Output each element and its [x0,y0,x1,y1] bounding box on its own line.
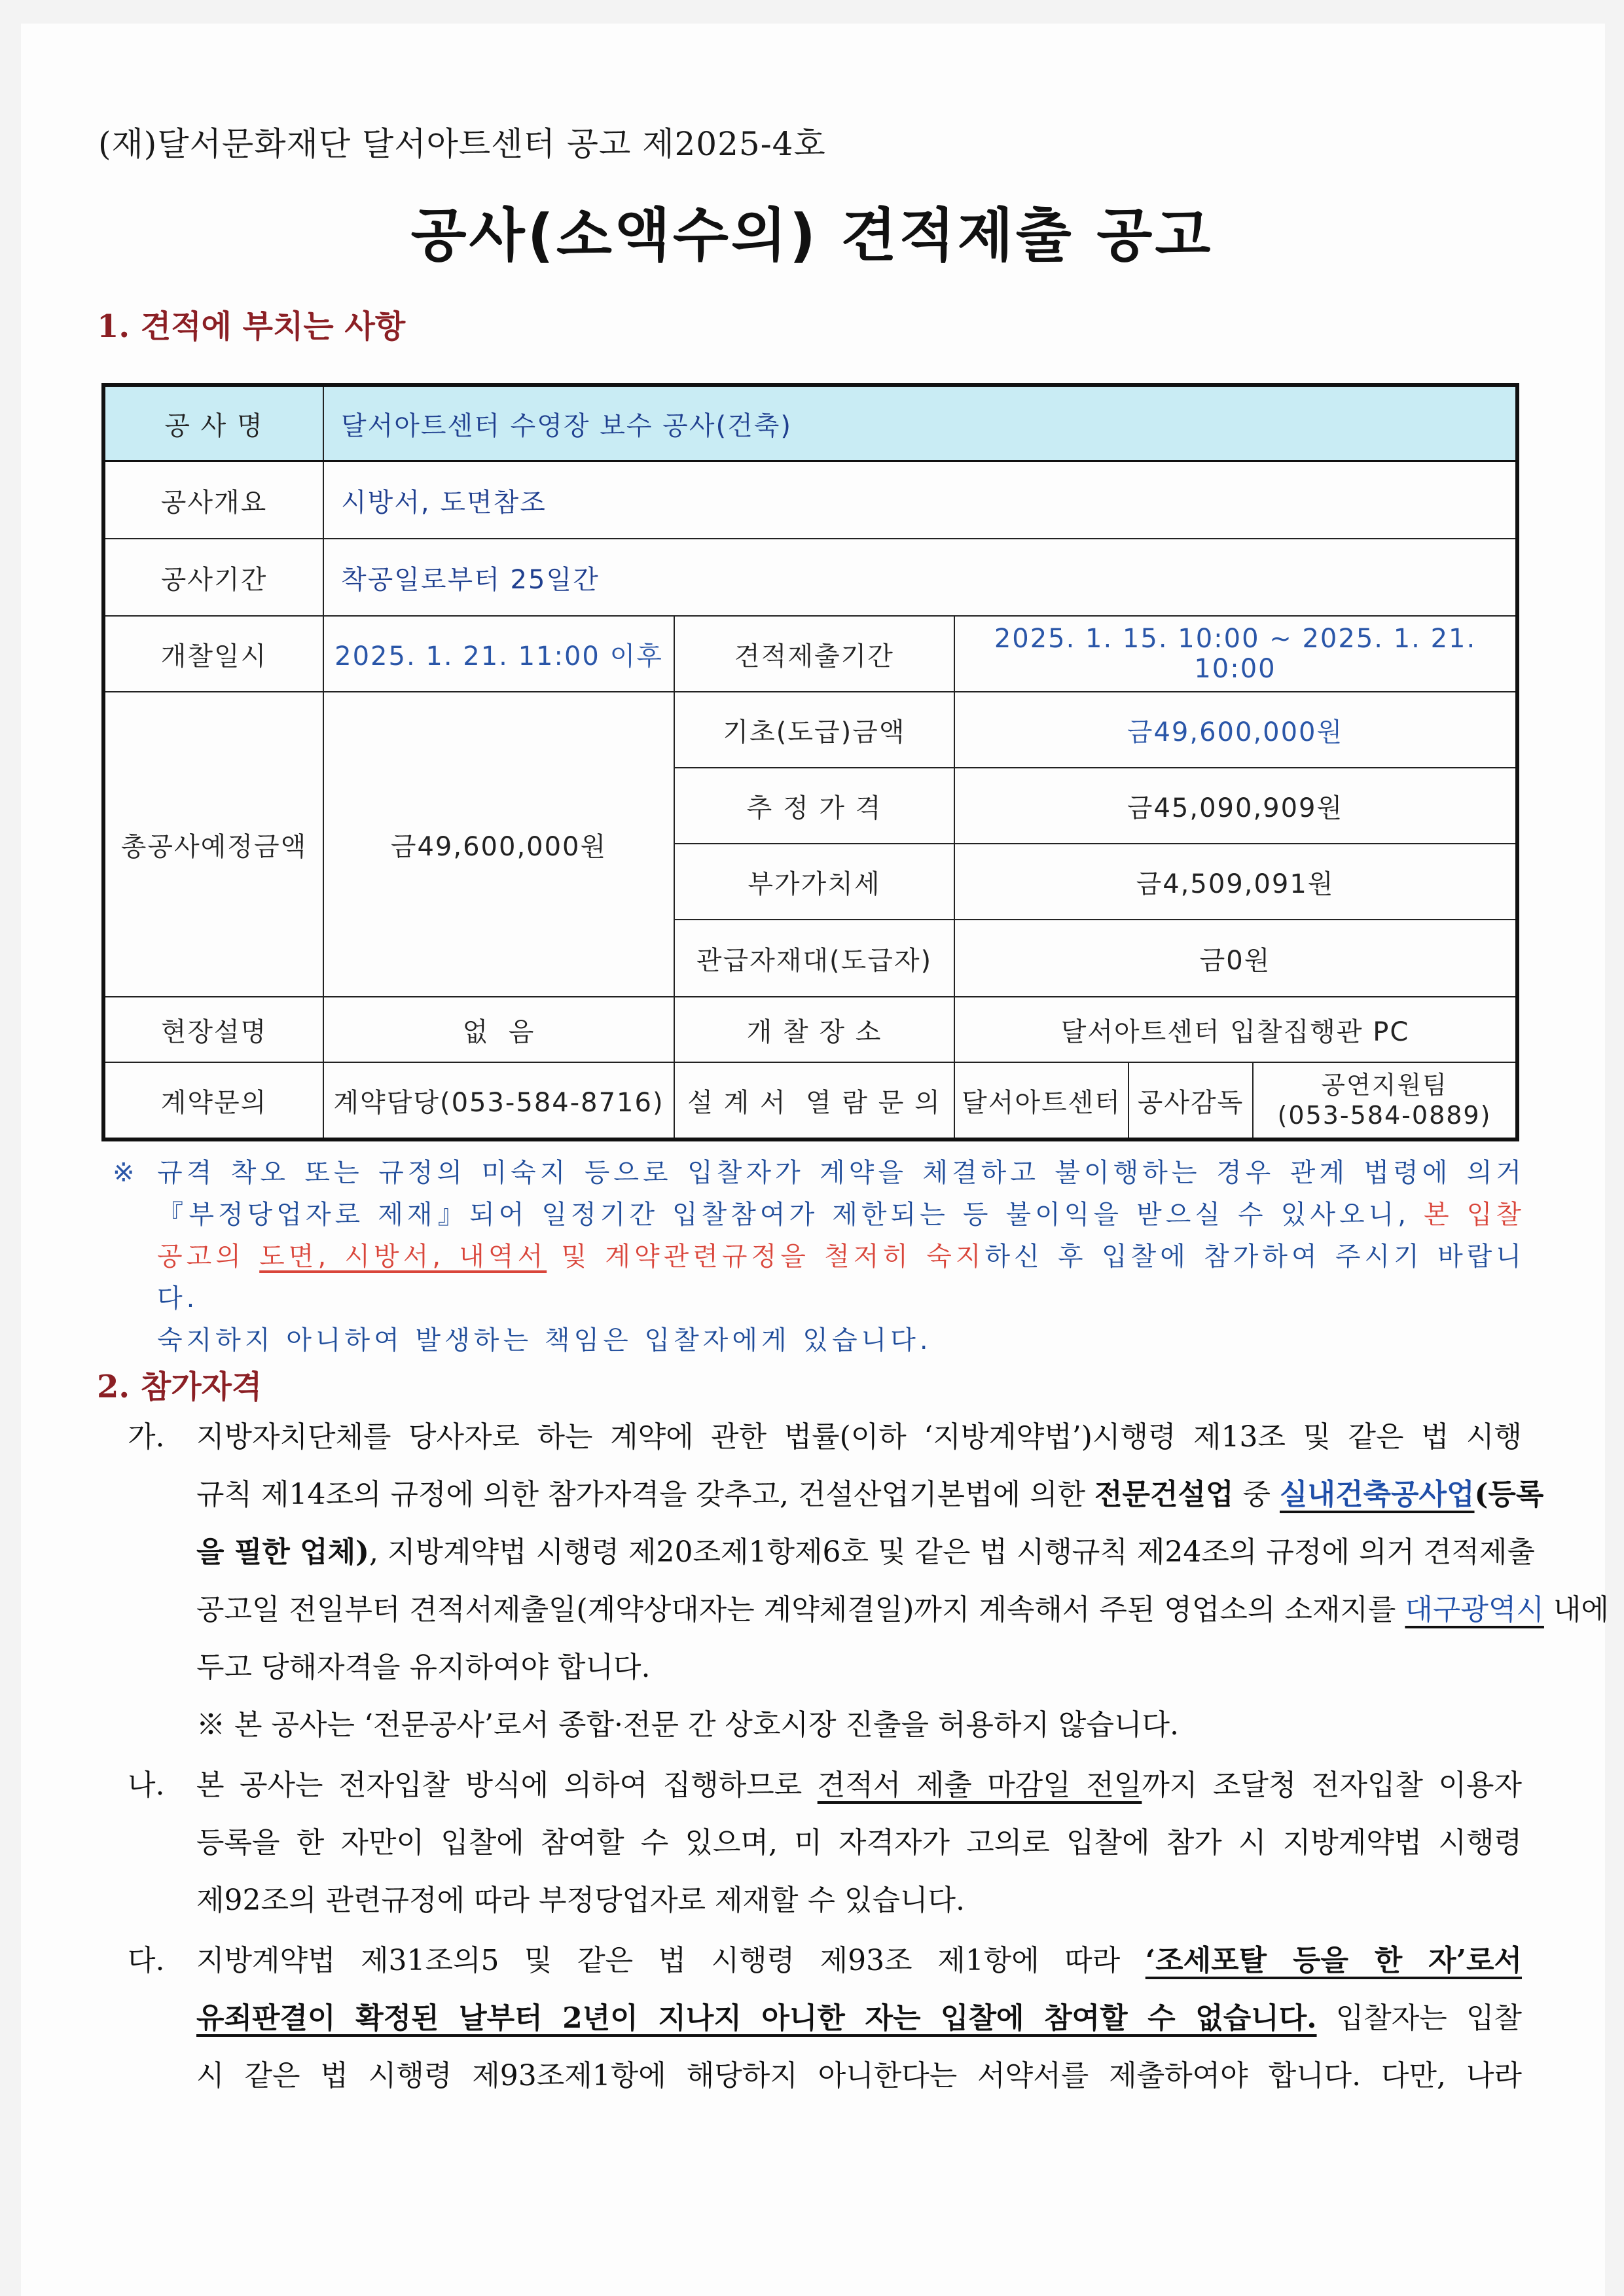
item-bold-text: 을 필한 업체) [196,1535,369,1569]
opening-venue-value: 달서아트센터 입찰집행관 PC [954,997,1517,1062]
item-text: 공고일 전일부터 견적서제출일(계약상대자는 계약체결일)까지 계속해서 주된 영업소의 소재지를 [196,1593,1405,1626]
estimated-price-label: 추 정 가 격 [674,768,954,844]
item-text: 지방계약법 제31조의5 및 같은 법 시행령 제93조 제1항에 따라 [196,1944,1146,1977]
submission-value: 2025. 1. 15. 10:00 ~ 2025. 1. 21. 10:00 [954,616,1517,692]
design-inquiry-team: 공연지원팀 [1321,1071,1448,1100]
document-title: 공사(소액수의) 견적제출 공고 [410,202,1214,269]
opening-venue-label: 개 찰 장 소 [674,997,954,1062]
item-line [196,1524,1535,1581]
item-line [196,1466,1544,1524]
item-text: 내에 [1543,1593,1609,1626]
notice-text: 숙지하지 아니하여 발생하는 책임은 입찰자에게 있습니다. [157,1325,932,1355]
item-text: 입찰자는 입찰 [1316,2001,1523,2035]
submission-label: 견적제출기간 [674,616,954,692]
notice-underlined-emphasis: 도면, 시방서, 내역서 [259,1242,547,1272]
item-label: 나. [128,1768,165,1802]
item-highlight-region: 대구광역시 [1405,1593,1544,1626]
notice-text: 하신 후 입찰에 참가하여 주시기 바랍니다. [157,1242,1525,1314]
bid-info-table [101,383,1519,1141]
base-amount-label: 기초(도급)금액 [674,692,954,768]
qualification-item-na [128,1757,1522,1929]
notice-emphasis: 공고의 [157,1242,260,1272]
item-line [196,1757,1522,1814]
qualification-item-ga [128,1408,1609,1754]
overview-value: 시방서, 도면참조 [323,461,1517,539]
opening-label: 개찰일시 [103,616,323,692]
notice-line-3 [118,1236,1525,1319]
notice-line-4 [118,1319,1525,1361]
design-inquiry-phone: (053-584-0889) [1277,1101,1492,1130]
reference-mark-icon: ※ [113,1158,139,1188]
item-line: 지방자치단체를 당사자로 하는 계약에 관한 법률(이하 ‘지방계약법’)시행령 제13조 및 같은 법 시행 [196,1420,1522,1454]
project-name-value: 달서아트센터 수영장 보수 공사(건축) [323,385,1517,461]
section-2-heading: 2. 참가자격 [97,1369,262,1405]
item-line [196,1581,1609,1639]
table-row-base-amount [103,692,1517,768]
item-text: 본 공사는 전자입찰 방식에 의하여 집행하므로 [196,1768,818,1802]
opening-value: 2025. 1. 21. 11:00 이후 [323,616,674,692]
qualification-list [128,1408,1609,2105]
table-row-contact [103,1062,1517,1139]
design-inquiry-contact [1253,1062,1517,1139]
item-underlined-text: 견적서 제출 마감일 전일 [817,1768,1142,1802]
base-amount-value: 금49,600,000원 [954,692,1517,768]
site-briefing-label: 현장설명 [103,997,323,1062]
item-line: 제92조의 관련규정에 따라 부정당업자로 제재할 수 있습니다. [196,1884,965,1917]
item-text: 규칙 제14조의 규정에 의한 참가자격을 갖추고, 건설산업기본법에 의한 [196,1478,1094,1511]
item-highlight-license: 실내건축공사업 [1280,1478,1475,1511]
item-line: 두고 당해자격을 유지하여야 합니다. [196,1651,651,1684]
item-underlined-bold-text: ‘조세포탈 등을 한 자’로서 [1145,1944,1522,1977]
item-note: ※ 본 공사는 ‘전문공사’로서 종합·전문 간 상호시장 진출을 허용하지 않습니다. [196,1708,1179,1742]
item-text: , 지방계약법 시행령 제20조제1항제6호 및 같은 법 시행규칙 제24조의 규정에 의거 견적제출 [369,1535,1535,1569]
vat-label: 부가가치세 [674,844,954,920]
notice-reference-number: (재)달서문화재단 달서아트센터 공고 제2025-4호 [98,125,826,163]
table-row-site [103,997,1517,1062]
item-bold-text: 전문건설업 [1094,1478,1234,1511]
estimated-price-value: 금45,090,909원 [954,768,1517,844]
item-text: 중 [1233,1478,1280,1511]
table-row-project-name [103,385,1517,461]
item-underlined-bold-text: 유죄판결이 확정된 날부터 2년이 지나지 아니한 자는 입찰에 참여할 수 없습니다. [196,2001,1317,2035]
table-row-opening [103,616,1517,692]
design-inquiry-label: 설 계 서 열 람 문 의 [674,1062,954,1139]
bid-caution-notice [113,1152,1525,1361]
notice-emphasis: 본 입찰 [1424,1200,1525,1230]
total-amount-label: 총공사예정금액 [103,692,323,997]
item-label: 다. [128,1944,165,1977]
item-line: 시 같은 법 시행령 제93조제1항에 해당하지 아니한다는 서약서를 제출하여야 합니다. 다만, 나라 [196,2059,1522,2092]
contract-inquiry-label: 계약문의 [103,1062,323,1139]
notice-text: 규격 착오 또는 규정의 미숙지 등으로 입찰자가 계약을 체결하고 불이행하는 경우 관계 법령에 의거 [157,1158,1525,1188]
site-briefing-value: 없 음 [323,997,674,1062]
contract-inquiry-value: 계약담당(053-584-8716) [323,1062,674,1139]
design-inquiry-org: 달서아트센터 [954,1062,1128,1139]
notice-text: 『부정당업자로 제재』되어 일정기간 입찰참여가 제한되는 등 불이익을 받으실 수 있사오니, [157,1200,1424,1230]
table-row-period [103,539,1517,616]
project-name-label: 공 사 명 [103,385,323,461]
materials-label: 관급자재대(도급자) [674,920,954,997]
section-1-heading: 1. 견적에 부치는 사항 [97,308,406,345]
item-line [196,1990,1522,2047]
item-label: 가. [128,1420,165,1454]
item-line: 등록을 한 자만이 입찰에 참여할 수 있으며, 미 자격자가 고의로 입찰에 참가 시 지방계약법 시행령 [196,1826,1522,1859]
design-inquiry-role: 공사감독 [1128,1062,1253,1139]
item-bold-text: (등록 [1474,1478,1544,1511]
item-line [196,1932,1522,1990]
period-label: 공사기간 [103,539,323,616]
materials-value: 금0원 [954,920,1517,997]
item-text: 까지 조달청 전자입찰 이용자 [1142,1768,1522,1802]
overview-label: 공사개요 [103,461,323,539]
total-amount-value: 금49,600,000원 [323,692,674,997]
table-row-overview [103,461,1517,539]
qualification-item-da [128,1932,1522,2105]
notice-line-1 [118,1152,1525,1194]
notice-line-2 [118,1194,1525,1236]
notice-emphasis: 및 계약관련규정을 철저히 숙지 [547,1242,985,1272]
vat-value: 금4,509,091원 [954,844,1517,920]
period-value: 착공일로부터 25일간 [323,539,1517,616]
